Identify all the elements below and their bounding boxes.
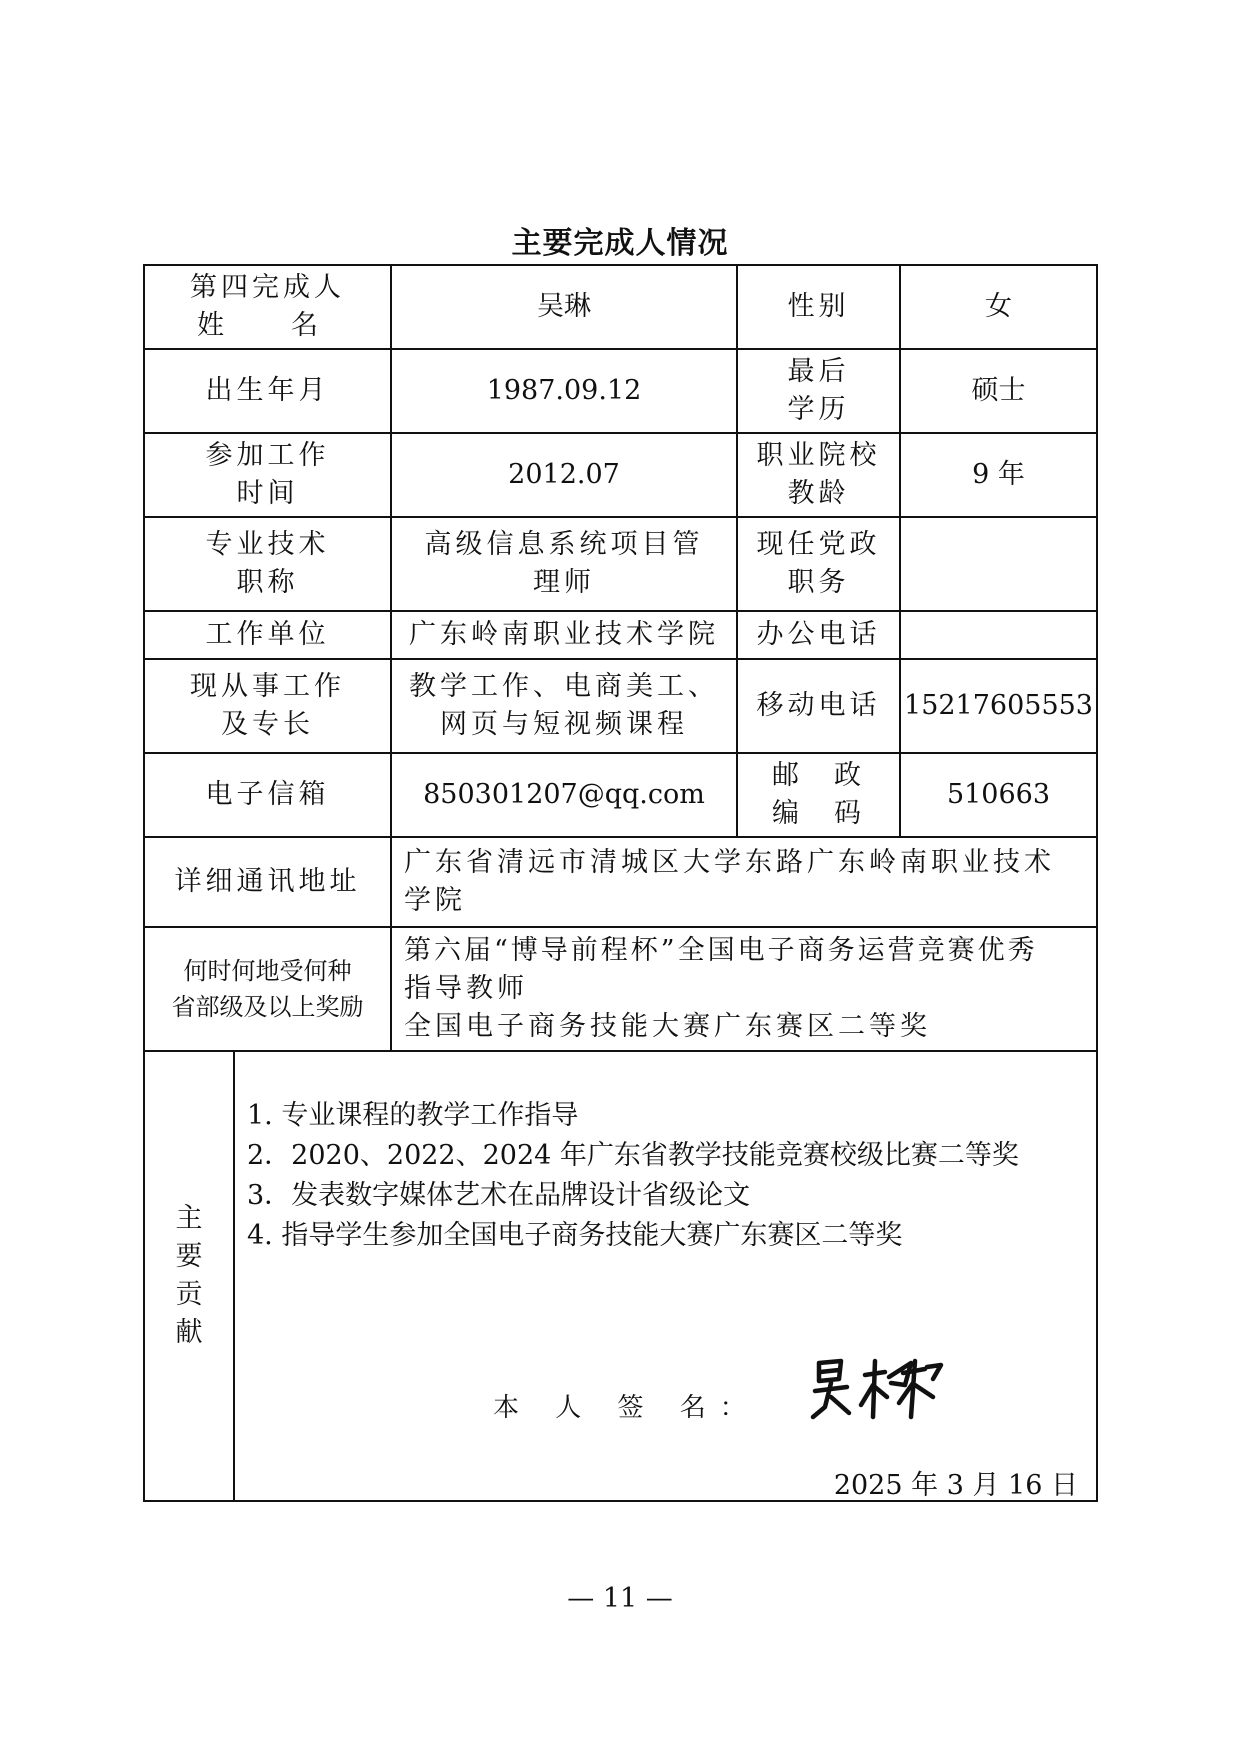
work-start-label-line1: 参加工作	[205, 440, 330, 471]
page-number: — 11 —	[567, 1583, 673, 1614]
work-start-label-cell	[144, 433, 391, 517]
postcode-label-line1: 邮 政	[772, 760, 865, 791]
signature-date: 2025 年 3 月 16 日	[833, 1470, 1078, 1501]
row-birth	[144, 349, 1097, 433]
teaching-years-label-line1: 职业院校	[756, 440, 881, 471]
job-label-line2: 及专长	[221, 709, 314, 740]
page-title: 主要完成人情况	[511, 226, 729, 261]
birth-label: 出生年月	[144, 349, 391, 433]
contribution-item: 1. 专业课程的教学工作指导	[247, 1100, 579, 1131]
party-post-label-line2: 职务	[787, 567, 850, 598]
office-phone-value	[900, 611, 1097, 659]
row-awards	[144, 927, 1097, 1051]
job-value-cell	[391, 659, 737, 753]
contributions-label-char: 献	[175, 1317, 203, 1348]
row-title	[144, 517, 1097, 611]
party-post-label-line1: 现任党政	[756, 529, 881, 560]
tech-title-label-cell	[144, 517, 391, 611]
postcode-label-cell	[737, 753, 900, 837]
tech-title-line2: 理师	[533, 567, 595, 598]
teaching-years-label-line2: 教龄	[787, 478, 850, 509]
email-value: 850301207@qq.com	[391, 753, 737, 837]
contributions-content-cell	[234, 1051, 1097, 1501]
address-line2: 学院	[404, 885, 466, 916]
contributions-label-cell	[144, 1051, 234, 1501]
job-line2: 网页与短视频课程	[440, 709, 688, 740]
name-label-cell	[144, 265, 391, 349]
mobile-value: 15217605553	[900, 659, 1097, 753]
row-name	[144, 265, 1097, 349]
row-job	[144, 659, 1097, 753]
row-unit	[144, 611, 1097, 659]
tech-title-line1: 高级信息系统项目管	[424, 529, 704, 560]
education-label-line1: 最后	[787, 356, 850, 387]
contribution-item: 3．发表数字媒体艺术在品牌设计省级论文	[247, 1180, 751, 1211]
gender-label: 性别	[737, 265, 900, 349]
tech-title-label-line2: 职称	[236, 567, 299, 598]
mobile-label: 移动电话	[737, 659, 900, 753]
awards-value-cell	[391, 927, 1097, 1051]
contribution-item: 2．2020、2022、2024 年广东省教学技能竞赛校级比赛二等奖	[247, 1140, 1019, 1171]
name-value: 吴琳	[391, 265, 737, 349]
address-line1: 广东省清远市清城区大学东路广东岭南职业技术	[404, 847, 1055, 878]
awards-label-line1: 何时何地受何种	[183, 957, 352, 985]
address-label: 详细通讯地址	[144, 837, 391, 927]
unit-label: 工作单位	[144, 611, 391, 659]
name-label-line2: 姓 名	[197, 310, 338, 341]
teaching-years-value: 9 年	[900, 433, 1097, 517]
education-label-cell	[737, 349, 900, 433]
row-contributions	[144, 1051, 1097, 1501]
office-phone-label: 办公电话	[737, 611, 900, 659]
postcode-label-line2: 编 码	[772, 798, 865, 829]
work-start-value: 2012.07	[391, 433, 737, 517]
address-value-cell	[391, 837, 1097, 927]
awards-label-cell	[144, 927, 391, 1051]
postcode-value: 510663	[900, 753, 1097, 837]
name-label-line1: 第四完成人	[190, 272, 345, 303]
signature-label: 本 人 签 名：	[493, 1393, 760, 1423]
tech-title-value-cell	[391, 517, 737, 611]
party-post-value	[900, 517, 1097, 611]
row-address	[144, 837, 1097, 927]
contributions-label-char: 要	[175, 1241, 203, 1272]
row-email	[144, 753, 1097, 837]
tech-title-label-line1: 专业技术	[205, 529, 330, 560]
contributions-label-char: 贡	[175, 1279, 203, 1310]
contributions-label-char: 主	[175, 1203, 203, 1234]
email-label: 电子信箱	[144, 753, 391, 837]
gender-value: 女	[900, 265, 1097, 349]
awards-label-line2: 省部级及以上奖励	[171, 993, 364, 1021]
party-post-label-cell	[737, 517, 900, 611]
contributions-list	[247, 1096, 1096, 1256]
unit-value: 广东岭南职业技术学院	[391, 611, 737, 659]
job-label-line1: 现从事工作	[190, 671, 345, 702]
education-value: 硕士	[900, 349, 1097, 433]
award-line1: 第六届“博导前程杯”全国电子商务运营竞赛优秀	[404, 935, 1038, 966]
education-label-line2: 学历	[787, 394, 850, 425]
job-label-cell	[144, 659, 391, 753]
contribution-item: 4. 指导学生参加全国电子商务技能大赛广东赛区二等奖	[247, 1220, 903, 1251]
handwritten-signature	[807, 1355, 957, 1425]
birth-value: 1987.09.12	[391, 349, 737, 433]
work-start-label-line2: 时间	[236, 478, 299, 509]
job-line1: 教学工作、电商美工、	[409, 671, 719, 702]
teaching-years-label-cell	[737, 433, 900, 517]
info-table	[143, 264, 1098, 1502]
award-line2: 指导教师	[404, 973, 528, 1004]
award-line3: 全国电子商务技能大赛广东赛区二等奖	[404, 1011, 931, 1042]
row-work-start	[144, 433, 1097, 517]
